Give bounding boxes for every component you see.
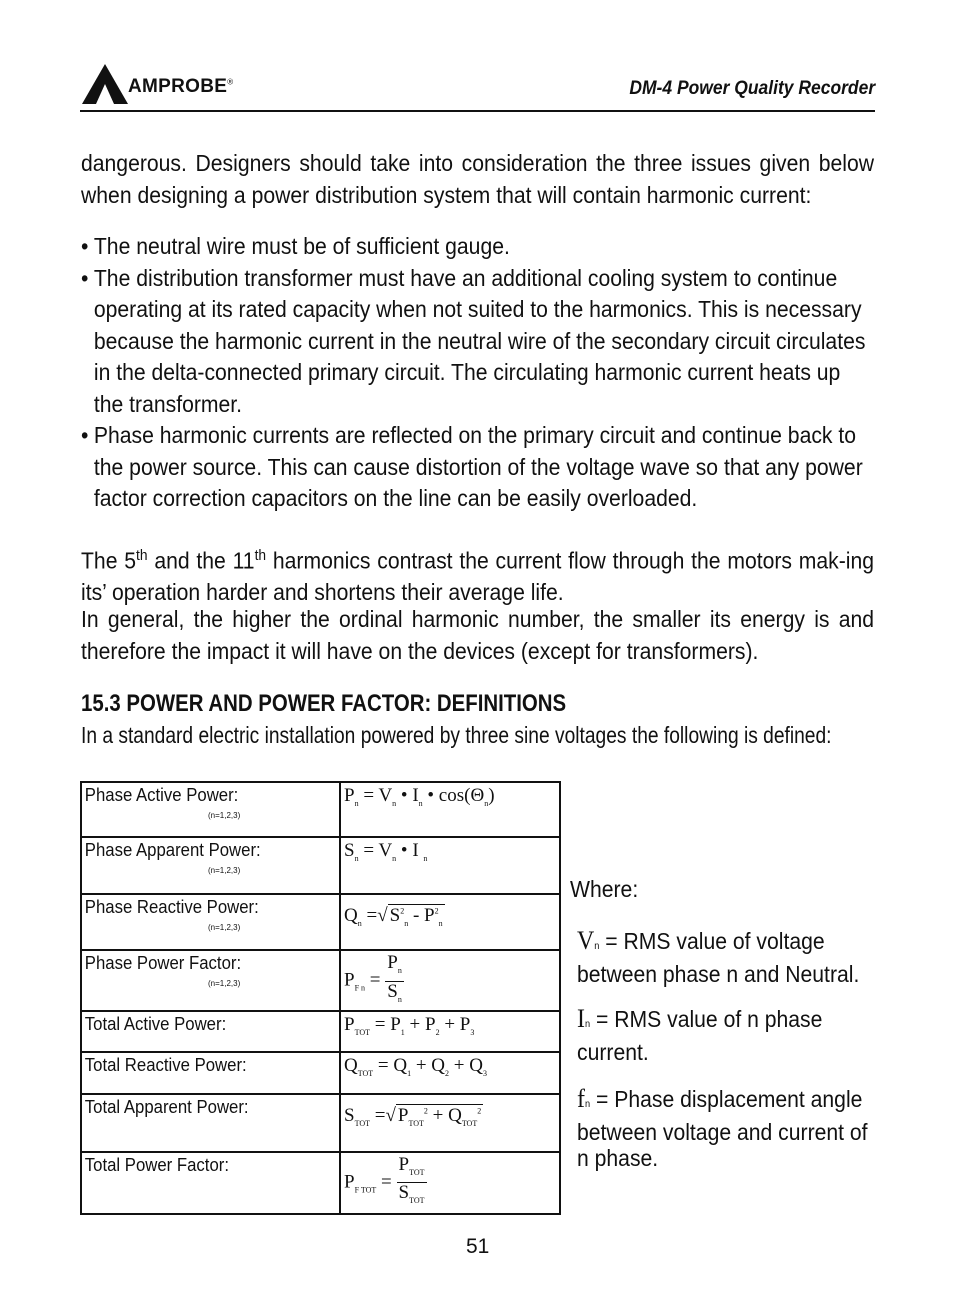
where-item-phase-angle: fn = Phase displacement angle between voltage and current of n phase. — [577, 1084, 868, 1171]
row-label: Total Power Factor: — [84, 1154, 229, 1175]
harmonics-paragraph: The 5th and the 11th harmonics contrast the current flow through the motors mak-ing its’ operation harder and shortens their average life. — [81, 547, 875, 606]
formula-total-apparent-power: $S_{TOT}$ =√ $P_{TOT}^2 + Q_{TOT}^2$ — [344, 1104, 482, 1128]
document-title: DM-4 Power Quality Recorder — [629, 78, 875, 99]
bullet-item: • The neutral wire must be of sufficient gauge. — [81, 233, 510, 259]
where-item-voltage: Vn = RMS value of voltage between phase n and Neutral. — [577, 926, 860, 987]
row-label: Total Apparent Power: — [84, 1096, 249, 1117]
formula-phase-power-factor: $P_{F n}$ = $\frac{P_n}{S_n}$ — [344, 952, 402, 1004]
section-heading: 15.3 POWER AND POWER FACTOR: DEFINITIONS — [81, 690, 567, 717]
bullet-item: • The distribution transformer must have an additional cooling system to continue operating at its rated capacity when not suited to the harmonics. This is necessary because the harmonic current in the neutral wire of the secondary circuit circulates in the delta-connected primary circuit. The circulating harmonic current heats up the transformer. — [81, 264, 866, 417]
table-row — [81, 782, 560, 837]
row-label: Phase Active Power: — [84, 785, 239, 805]
n-note: (n=1,2,3) — [208, 811, 241, 820]
formula-phase-active-power: $P_n = V_n$ • $I_n$ • $\cos(\Theta_n)$ — [344, 785, 495, 808]
row-label: Phase Apparent Power: — [84, 840, 261, 860]
header-divider — [80, 110, 875, 112]
table-row — [81, 894, 560, 950]
where-item-current: In = RMS value of n phase current. — [577, 1004, 823, 1065]
formula-total-power-factor: $P_{F TOT}$ = $\frac{P_{TOT}}{S_{TOT}}$ — [344, 1153, 425, 1206]
formula-phase-apparent-power: $S_n = V_n$ • I $_n$ — [344, 840, 428, 863]
n-note: (n=1,2,3) — [208, 979, 241, 988]
table-row — [81, 950, 560, 1011]
n-note: (n=1,2,3) — [208, 923, 241, 932]
formula-total-reactive-power: $Q_{TOT} = Q_1 + Q_2 + Q_3$ — [344, 1054, 487, 1078]
brand-name: AMPROBE® — [128, 76, 234, 97]
bullet-list — [81, 231, 874, 515]
formula-phase-reactive-power: $Q_n$ =√ $S^2_n - P^2_n$ — [344, 905, 443, 928]
section-intro: In a standard electric installation powered by three sine voltages the following is defined: — [81, 722, 832, 748]
row-label: Total Reactive Power: — [84, 1054, 247, 1075]
table-row — [81, 1011, 560, 1052]
row-label: Phase Power Factor: — [84, 953, 242, 973]
amprobe-logo-icon — [80, 62, 130, 106]
table-row — [81, 1152, 560, 1214]
energy-paragraph: In general, the higher the ordinal harmonic number, the smaller its energy is and therefore the impact it will have on the devices (except for transformers). — [81, 606, 875, 664]
n-note: (n=1,2,3) — [208, 866, 241, 875]
table-row — [81, 1094, 560, 1152]
definitions-table — [80, 781, 561, 1215]
table-row — [81, 837, 560, 894]
row-label: Phase Reactive Power: — [84, 897, 259, 917]
intro-paragraph: dangerous. Designers should take into consideration the three issues given below when designing a power distribution system that will contain harmonic current: — [81, 150, 875, 208]
registered-mark: ® — [227, 77, 234, 87]
where-title: Where: — [570, 876, 639, 902]
row-label: Total Active Power: — [84, 1013, 227, 1034]
formula-total-active-power: $P_{TOT} = P_1 + P_2 + P_3$ — [344, 1013, 475, 1037]
table-row — [81, 1052, 560, 1094]
page-number: 51 — [466, 1235, 490, 1258]
bullet-item: • Phase harmonic currents are reflected on the primary circuit and continue back to the power source. This can cause distortion of the voltage wave so that any power factor correction capacitors on the line can be easily overloaded. — [81, 422, 863, 511]
